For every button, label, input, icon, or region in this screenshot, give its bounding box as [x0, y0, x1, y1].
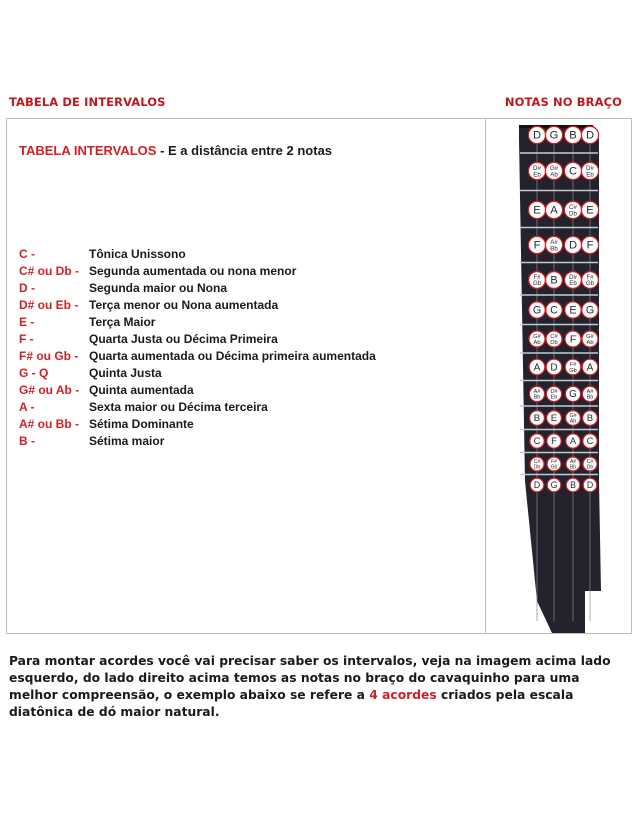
interval-description: Quarta aumentada ou Décima primeira aumentada	[89, 349, 376, 363]
fret-note	[530, 478, 544, 492]
fret-note-label: A	[586, 362, 594, 374]
fret-note-label: C#	[533, 459, 541, 466]
fret-note	[529, 302, 545, 318]
interval-row	[19, 365, 479, 382]
fret-note	[546, 331, 562, 347]
fret-note-label: D#	[569, 274, 577, 281]
fret-note	[530, 411, 545, 426]
fret-note-label: Eb	[586, 171, 594, 179]
fret-note	[583, 434, 597, 448]
fret-note-label: C	[550, 304, 558, 317]
fret-note-label: A#	[586, 389, 594, 396]
fret-note	[582, 331, 598, 347]
fret-note	[547, 478, 561, 492]
fret-note-label: E	[586, 204, 594, 217]
fret-note-label: D	[585, 129, 595, 142]
fret-note-label: Gb	[532, 281, 542, 288]
interval-description: Quinta Justa	[89, 366, 162, 380]
fret-note	[583, 457, 597, 471]
fret-note	[547, 434, 561, 448]
interval-row	[19, 399, 479, 416]
fret-note	[545, 201, 562, 218]
fret-note	[583, 478, 597, 492]
interval-description: Segunda maior ou Nona	[89, 281, 228, 295]
fret-note-label: Db	[586, 464, 594, 471]
fret-note-label: C	[568, 165, 578, 178]
content-frame	[6, 118, 632, 634]
interval-row	[19, 280, 479, 297]
fret-note	[529, 272, 546, 289]
interval-note: E -	[19, 315, 35, 329]
fret-note	[528, 201, 545, 218]
fret-note	[565, 302, 581, 318]
fret-note-label: Ab	[569, 418, 577, 425]
interval-note: C -	[19, 247, 35, 261]
fret-note-label: D	[532, 129, 542, 142]
fret-note-label: E	[569, 304, 577, 317]
fret-note-label: A#	[550, 238, 558, 246]
fret-note	[529, 331, 545, 347]
fret-note-label: C#	[569, 203, 577, 211]
fret-note	[581, 236, 598, 253]
interval-row	[19, 297, 479, 314]
paragraph-text-after: criados pela escala diatônica de dó maior natural.	[9, 688, 574, 719]
fret-note	[582, 386, 597, 401]
interval-note: F# ou Gb -	[19, 349, 79, 363]
fret-note-label: G	[585, 304, 595, 317]
interval-description: Tônica Unissono	[89, 247, 186, 261]
paragraph-highlight: 4 acordes	[369, 688, 437, 702]
fret-note	[546, 386, 561, 401]
fret-note-label: Gb	[569, 367, 577, 374]
fret-note-label: D#	[550, 389, 558, 396]
fret-note-label: F	[533, 239, 541, 252]
column-divider	[485, 119, 486, 633]
fret-note-label: G	[569, 389, 577, 401]
fret-note	[528, 126, 545, 143]
interval-description: Sétima maior	[89, 434, 165, 448]
fret-note-label: F	[551, 435, 557, 447]
interval-description: Quarta Justa ou Décima Primeira	[89, 332, 278, 346]
fret-note	[565, 331, 581, 347]
fret-note-label: A	[533, 362, 541, 374]
interval-table	[19, 143, 479, 450]
fret-note	[566, 457, 580, 471]
fret-note-label: Gb	[585, 281, 595, 288]
interval-table-title-rest: - E a distância entre 2 notas	[156, 143, 333, 158]
fret-note-label: B	[550, 274, 558, 287]
interval-description: Sétima Dominante	[89, 417, 194, 431]
header-left-title: TABELA DE INTERVALOS	[9, 95, 166, 109]
fret-note-label: Eb	[533, 171, 541, 179]
fret-note	[545, 162, 562, 179]
fret-note-label: Bb	[586, 394, 594, 401]
interval-description: Quinta aumentada	[89, 383, 194, 397]
interval-note: C# ou Db -	[19, 264, 79, 278]
fret-note-label: D#	[533, 164, 541, 172]
fret-note	[546, 302, 562, 318]
interval-note: G - Q	[19, 366, 49, 380]
interval-note: A# ou Bb -	[19, 417, 79, 431]
fret-note	[529, 386, 544, 401]
fret-note-label: A	[569, 435, 577, 447]
fret-note-label: F#	[551, 459, 557, 466]
fret-note-label: D#	[586, 164, 594, 172]
fret-note	[566, 434, 580, 448]
fret-note-label: B	[533, 413, 541, 425]
fret-note-label: A	[550, 204, 558, 217]
header-right-title: NOTAS NO BRAÇO	[504, 95, 622, 109]
fret-note-label: Eb	[569, 281, 577, 288]
fret-note-label: G	[550, 479, 558, 490]
interval-row	[19, 416, 479, 433]
fret-note	[528, 236, 545, 253]
fret-note	[546, 272, 563, 289]
fret-note-label: E	[533, 204, 541, 217]
fret-note-label: G#	[569, 413, 577, 420]
fret-note-label: Db	[533, 464, 541, 471]
fret-note-label: Bb	[550, 245, 558, 253]
fret-note-label: B	[586, 413, 594, 425]
fret-note	[528, 162, 545, 179]
interval-row	[19, 433, 479, 450]
interval-row	[19, 348, 479, 365]
fret-note	[530, 457, 544, 471]
fret-note	[547, 457, 561, 471]
fret-note-label: A#	[569, 459, 577, 466]
fret-note-label: D	[550, 362, 558, 374]
fret-note-label: Db	[569, 210, 577, 218]
interval-description: Sexta maior ou Décima terceira	[89, 400, 268, 414]
fret-note-label: Ab	[550, 171, 558, 179]
fret-note-label: C#	[550, 334, 558, 341]
fret-note	[566, 411, 581, 426]
fret-note	[583, 411, 598, 426]
fret-note-label: B	[570, 479, 576, 490]
fret-note-label: E	[550, 413, 558, 425]
fret-note	[566, 478, 580, 492]
fret-note-label: Db	[550, 339, 558, 346]
fret-note-label: C#	[586, 459, 594, 466]
fret-note-label: G	[532, 304, 542, 317]
fret-note-label: Bb	[533, 394, 541, 401]
interval-table-title-red: TABELA INTERVALOS	[19, 143, 157, 158]
fret-note-label: A#	[533, 389, 541, 396]
fretboard-diagram	[489, 121, 629, 633]
fret-note	[529, 359, 545, 375]
explanation-paragraph	[9, 653, 627, 721]
fret-note-label: C	[586, 435, 594, 447]
interval-row	[19, 314, 479, 331]
fret-note-label: G	[549, 129, 559, 142]
fret-note	[546, 359, 562, 375]
interval-description: Segunda aumentada ou nona menor	[89, 264, 297, 278]
fret-note	[565, 386, 580, 401]
fret-note-label: D	[533, 479, 541, 490]
paragraph-text-before: Para montar acordes você vai precisar saber os intervalos, veja na imagem acima lado esquerdo, do lado direito acima temos as notas no braço do cavaquinho para uma melhor compreensão, o exemplo abaixo se refere a	[9, 654, 611, 702]
fret-note	[582, 359, 598, 375]
fret-note-label: Ab	[586, 339, 594, 346]
fret-note-label: D	[586, 479, 594, 490]
interval-description: Terça menor ou Nona aumentada	[89, 298, 279, 312]
interval-note: B -	[19, 434, 35, 448]
fret-note	[581, 126, 598, 143]
fret-note-label: F#	[533, 274, 541, 281]
fret-note	[581, 201, 598, 218]
interval-row	[19, 263, 479, 280]
fret-note	[564, 236, 581, 253]
interval-table-title	[19, 143, 479, 158]
interval-row	[19, 331, 479, 348]
fret-note-label: Gb	[550, 464, 558, 471]
interval-description: Terça Maior	[89, 315, 156, 329]
fret-note-label: F	[569, 334, 577, 346]
interval-note: F -	[19, 332, 34, 346]
fret-note	[582, 272, 599, 289]
fret-note-label: G#	[533, 334, 541, 341]
fret-note-label: G#	[586, 334, 594, 341]
fret-note-label: G#	[549, 164, 559, 172]
fret-note-label: F#	[586, 274, 594, 281]
fret-note-label: C	[533, 435, 541, 447]
fret-note	[581, 162, 598, 179]
interval-rows	[19, 246, 479, 450]
interval-row	[19, 382, 479, 399]
interval-note: G# ou Ab -	[19, 383, 80, 397]
fret-note	[564, 162, 581, 179]
fret-note	[545, 236, 562, 253]
fret-note-label: Ab	[533, 339, 541, 346]
fret-note	[565, 272, 582, 289]
fret-note-label: B	[569, 129, 577, 142]
fret-note	[564, 126, 581, 143]
fret-note	[545, 126, 562, 143]
interval-row	[19, 246, 479, 263]
fret-note-label: F#	[569, 362, 577, 369]
fret-note	[565, 359, 581, 375]
fret-note-label: Eb	[550, 394, 558, 401]
interval-note: A -	[19, 400, 35, 414]
fret-note-label: D	[568, 239, 578, 252]
fret-note	[582, 302, 598, 318]
fret-note-label: F	[586, 239, 594, 252]
fret-note	[530, 434, 544, 448]
fret-note	[564, 201, 581, 218]
interval-note: D# ou Eb -	[19, 298, 79, 312]
interval-note: D -	[19, 281, 35, 295]
fret-note	[547, 411, 562, 426]
fret-note-label: Bb	[569, 464, 577, 471]
